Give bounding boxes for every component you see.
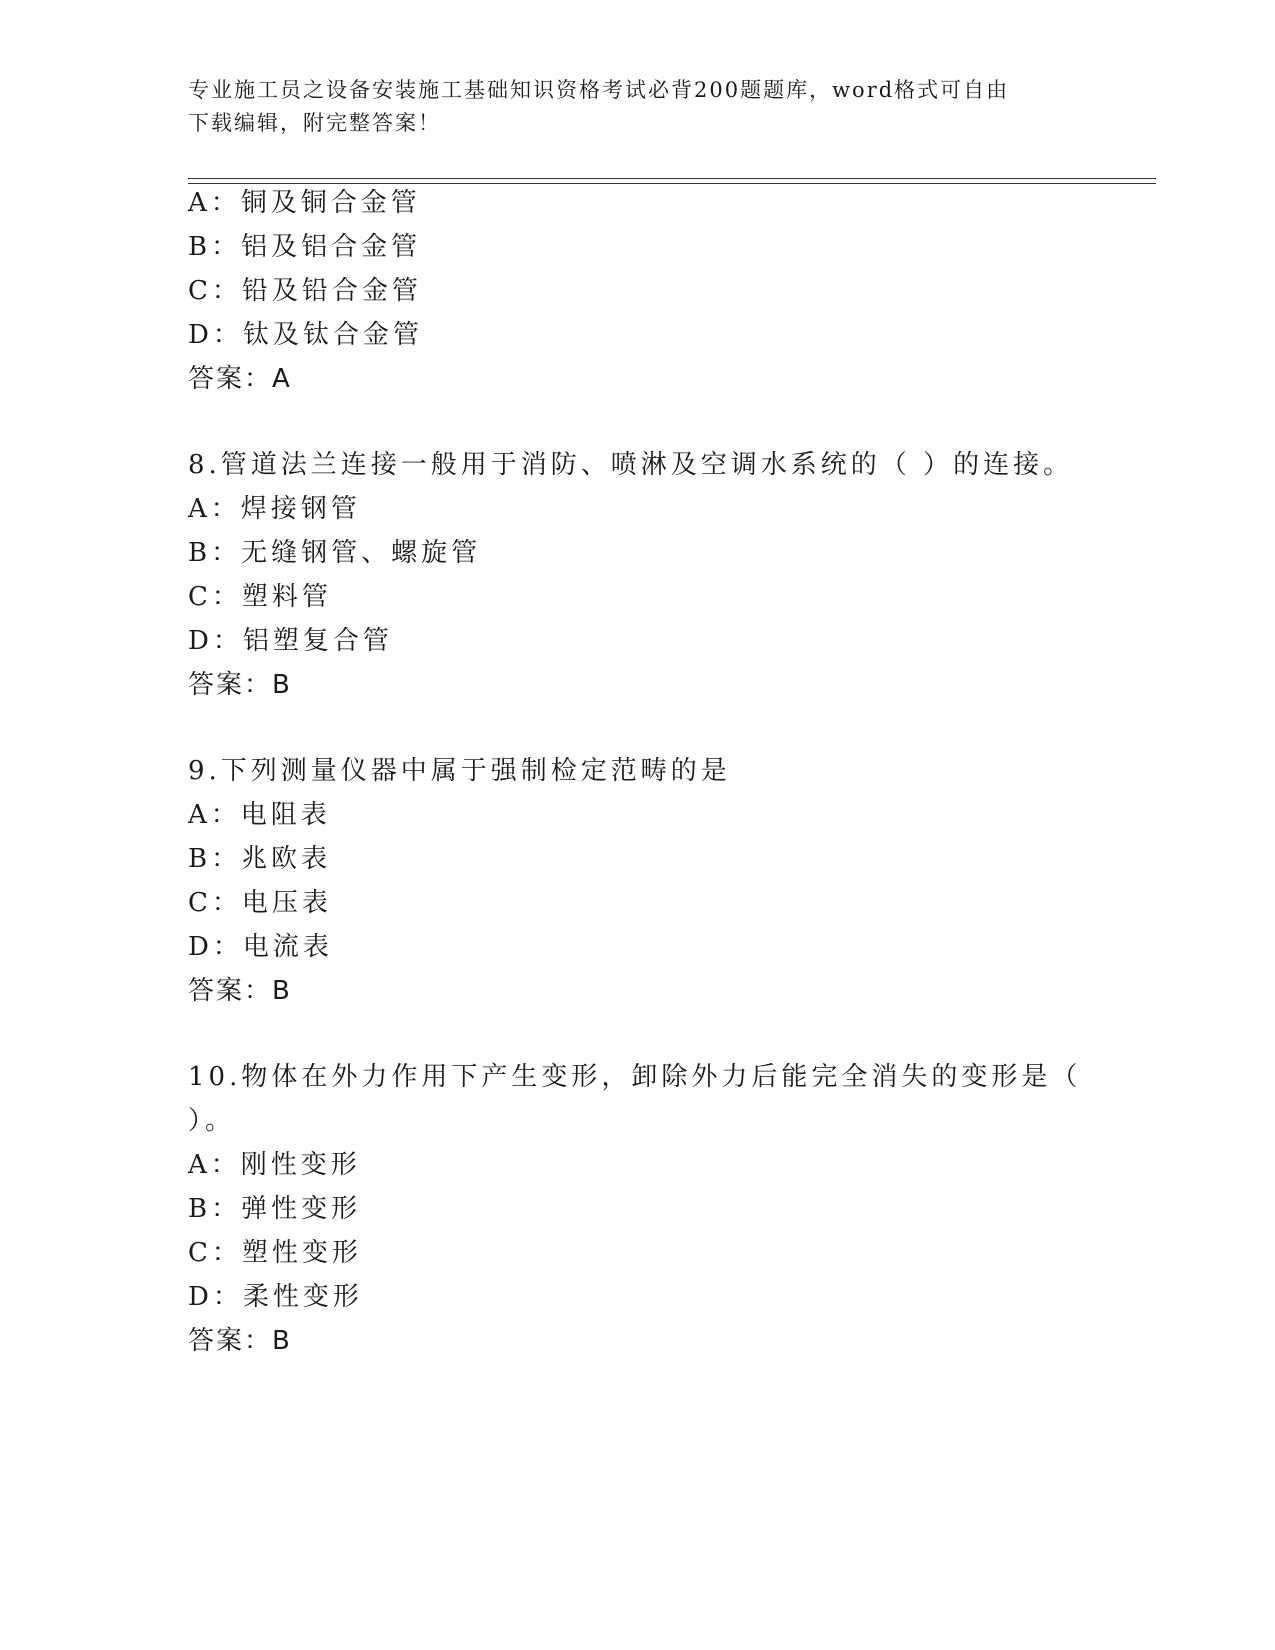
q8-answer: 答案：B [188, 670, 292, 700]
header-line-2: 下载编辑，附完整答案！ [188, 111, 441, 135]
header-line-1: 专业施工员之设备安装施工基础知识资格考试必背200题题库，word格式可自由 [188, 78, 1010, 102]
document-header [188, 74, 1068, 140]
header-divider-bottom [188, 183, 1156, 184]
header-divider-top [188, 178, 1156, 179]
q9-answer: 答案：B [188, 976, 292, 1006]
q10-option-a: A：刚性变形 [188, 1150, 361, 1180]
q7-option-b: B：铝及铝合金管 [188, 232, 422, 262]
q8-option-d: D：铝塑复合管 [188, 626, 393, 656]
q8-option-a: A：焊接钢管 [188, 494, 361, 524]
q7-answer: 答案：A [188, 364, 292, 394]
q7-option-d: D：钛及钛合金管 [188, 320, 423, 350]
q9-option-b: B：兆欧表 [188, 844, 332, 874]
q9-option-a: A：电阻表 [188, 800, 331, 830]
q10-option-c: C：塑性变形 [188, 1238, 362, 1268]
q10-stem-line-2: ）。 [188, 1106, 236, 1136]
q8-option-b: B：无缝钢管、螺旋管 [188, 538, 482, 568]
q8-option-c: C：塑料管 [188, 582, 332, 612]
q9-option-c: C：电压表 [188, 888, 332, 918]
q9-option-d: D：电流表 [188, 932, 333, 962]
q8-stem: 8.管道法兰连接一般用于消防、喷淋及空调水系统的（ ）的连接。 [188, 450, 1074, 480]
q10-option-d: D：柔性变形 [188, 1282, 363, 1312]
q9-stem: 9.下列测量仪器中属于强制检定范畴的是 [188, 756, 731, 786]
q10-answer: 答案：B [188, 1326, 292, 1356]
q7-option-a: A：铜及铜合金管 [188, 188, 421, 218]
q7-option-c: C：铅及铅合金管 [188, 276, 422, 306]
q10-option-b: B：弹性变形 [188, 1194, 362, 1224]
q10-stem-line-1: 10.物体在外力作用下产生变形，卸除外力后能完全消失的变形是（ [188, 1062, 1082, 1092]
